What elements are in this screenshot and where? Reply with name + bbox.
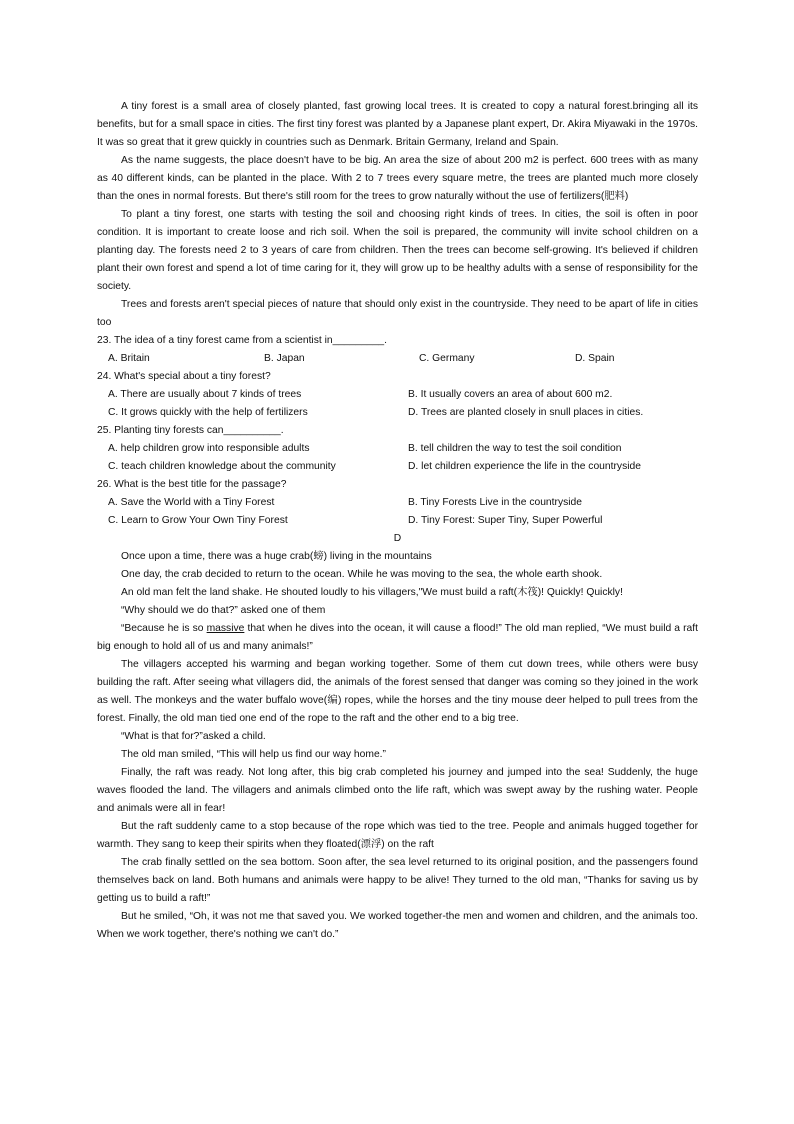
question-25-options-row-2 xyxy=(97,458,698,476)
paragraph-5-text-after: that when he dives into the ocean, it will cause a flood!” The old man replied, “We must build a raft big enough to hold all of us and many animals!” xyxy=(97,623,698,652)
question-25-option-d: D. let children experience the life in the countryside xyxy=(408,461,641,472)
question-26-option-c: C. Learn to Grow Your Own Tiny Forest xyxy=(108,515,288,526)
question-24-options-row-1 xyxy=(97,386,698,404)
passage-c-paragraph-4: Trees and forests aren't special pieces of nature that should only exist in the countryside. They need to be apart of life in cities too xyxy=(97,299,698,328)
question-24-option-a: A. There are usually about 7 kinds of trees xyxy=(108,389,302,400)
passage-d-paragraph-2: One day, the crab decided to return to the ocean. While he was moving to the sea, the whole earth shook. xyxy=(121,569,603,580)
passage-c-paragraph-1: A tiny forest is a small area of closely planted, fast growing local trees. It is created to copy a natural forest.bringing all its benefits, but for a small space in cities. The first tiny forest was planted by a Japanese plant expert, Dr. Akira Miyawaki in the 1970s. It was so great that it grew quickly in countries such as Denmark. Britain Germany, Ireland and Spain. xyxy=(97,101,698,148)
passage-d-paragraph-1: Once upon a time, there was a huge crab(螃) living in the mountains xyxy=(121,551,432,562)
paragraph-5-text-before: “Because he is so xyxy=(121,623,207,634)
passage-d-paragraph-7: “What is that for?”asked a child. xyxy=(121,731,266,742)
question-26-option-a: A. Save the World with a Tiny Forest xyxy=(108,497,275,508)
question-23-options xyxy=(97,350,698,368)
question-25-options-row-1 xyxy=(97,440,698,458)
question-24-option-d: D. Trees are planted closely in snull places in cities. xyxy=(408,407,644,418)
passage-d-paragraph-4: “Why should we do that?” asked one of them xyxy=(121,605,326,616)
question-25-stem: 25. Planting tiny forests can__________. xyxy=(97,425,284,436)
passage-d-paragraph-12: But he smiled, “Oh, it was not me that saved you. We worked together-the men and women and children, and the animals too. When we work together, there's nothing we can't do.” xyxy=(97,911,698,940)
passage-d-paragraph-11: The crab finally settled on the sea bottom. Soon after, the sea level returned to its original position, and the passengers found themselves back on land. Both humans and animals were happy to be alive! They turned to the old man, “Thanks for saving us by getting us to build a raft!” xyxy=(97,857,698,904)
passage-d-paragraph-6: The villagers accepted his warming and began working together. Some of them cut down trees, while others were busy building the raft. After seeing what villagers did, the animals of the forest sensed that danger was coming so they joined in the work as well. The monkeys and the water buffalo wove(编) ropes, while the horses and the tiny mouse deer helped to pull trees from the forest. Finally, the old man tied one end of the rope to the raft and the other end to a big tree. xyxy=(97,659,698,724)
text-body xyxy=(97,98,698,944)
passage-d-label: D xyxy=(393,533,402,544)
question-24-option-b: B. It usually covers an area of about 600 m2. xyxy=(408,389,613,400)
question-24-stem: 24. What's special about a tiny forest? xyxy=(97,371,271,382)
passage-d-paragraph-10: But the raft suddenly came to a stop because of the rope which was tied to the tree. People and animals hugged together for warmth. They sang to keep their spirits when they floated(漂浮) on the raft xyxy=(97,821,698,850)
question-26-options-row-1 xyxy=(97,494,698,512)
question-25-option-b: B. tell children the way to test the soil condition xyxy=(408,443,622,454)
question-26-stem: 26. What is the best title for the passage? xyxy=(97,479,287,490)
question-25-option-a: A. help children grow into responsible adults xyxy=(108,443,310,454)
question-24-option-c: C. It grows quickly with the help of fertilizers xyxy=(108,407,308,418)
passage-d-paragraph-5 xyxy=(97,620,698,656)
passage-d-paragraph-9: Finally, the raft was ready. Not long after, this big crab completed his journey and jumped into the sea! Suddenly, the huge waves flooded the land. The villagers and animals climbed onto the life raft, which was swept away by the rushing water. People and animals were all in fear! xyxy=(97,767,698,814)
question-24-options-row-2 xyxy=(97,404,698,422)
question-23-option-a: A. Britain xyxy=(108,353,150,364)
underlined-word-massive: massive xyxy=(206,623,245,634)
question-23-option-d: D. Spain xyxy=(575,353,615,364)
question-23-stem: 23. The idea of a tiny forest came from a scientist in_________. xyxy=(97,335,388,346)
passage-d-paragraph-8: The old man smiled, “This will help us find our way home.” xyxy=(121,749,386,760)
passage-c-paragraph-3: To plant a tiny forest, one starts with testing the soil and choosing right kinds of trees. In cities, the soil is often in poor condition. It is important to create loose and rich soil. When the soil is prepared, the community will invite school children on a planting day. The forests need 2 to 3 years of care from children. Then the trees can become self-growing. It's believed if children plant their own forest and spend a lot of time caring for it, they will grow up to be healthy adults with a sense of responsibility for the society. xyxy=(97,209,698,292)
question-26-options-row-2 xyxy=(97,512,698,530)
question-23-option-c: C. Germany xyxy=(419,353,475,364)
passage-c-paragraph-2: As the name suggests, the place doesn't have to be big. An area the size of about 200 m2 is perfect. 600 trees with as many as 40 different kinds, can be planted in the place. With 2 to 7 trees every square metre, the trees are planted much more closely than the ones in normal forests. But there's still room for the trees to grow naturally without the use of fertilizers(肥料) xyxy=(97,155,698,202)
passage-d-paragraph-3: An old man felt the land shake. He shouted loudly to his villagers,"We must build a raft(木筏)! Quickly! Quickly! xyxy=(121,587,623,598)
question-25-option-c: C. teach children knowledge about the community xyxy=(108,461,336,472)
question-23-option-b: B. Japan xyxy=(264,353,305,364)
question-26-option-b: B. Tiny Forests Live in the countryside xyxy=(408,497,582,508)
question-26-option-d: D. Tiny Forest: Super Tiny, Super Powerful xyxy=(408,515,603,526)
